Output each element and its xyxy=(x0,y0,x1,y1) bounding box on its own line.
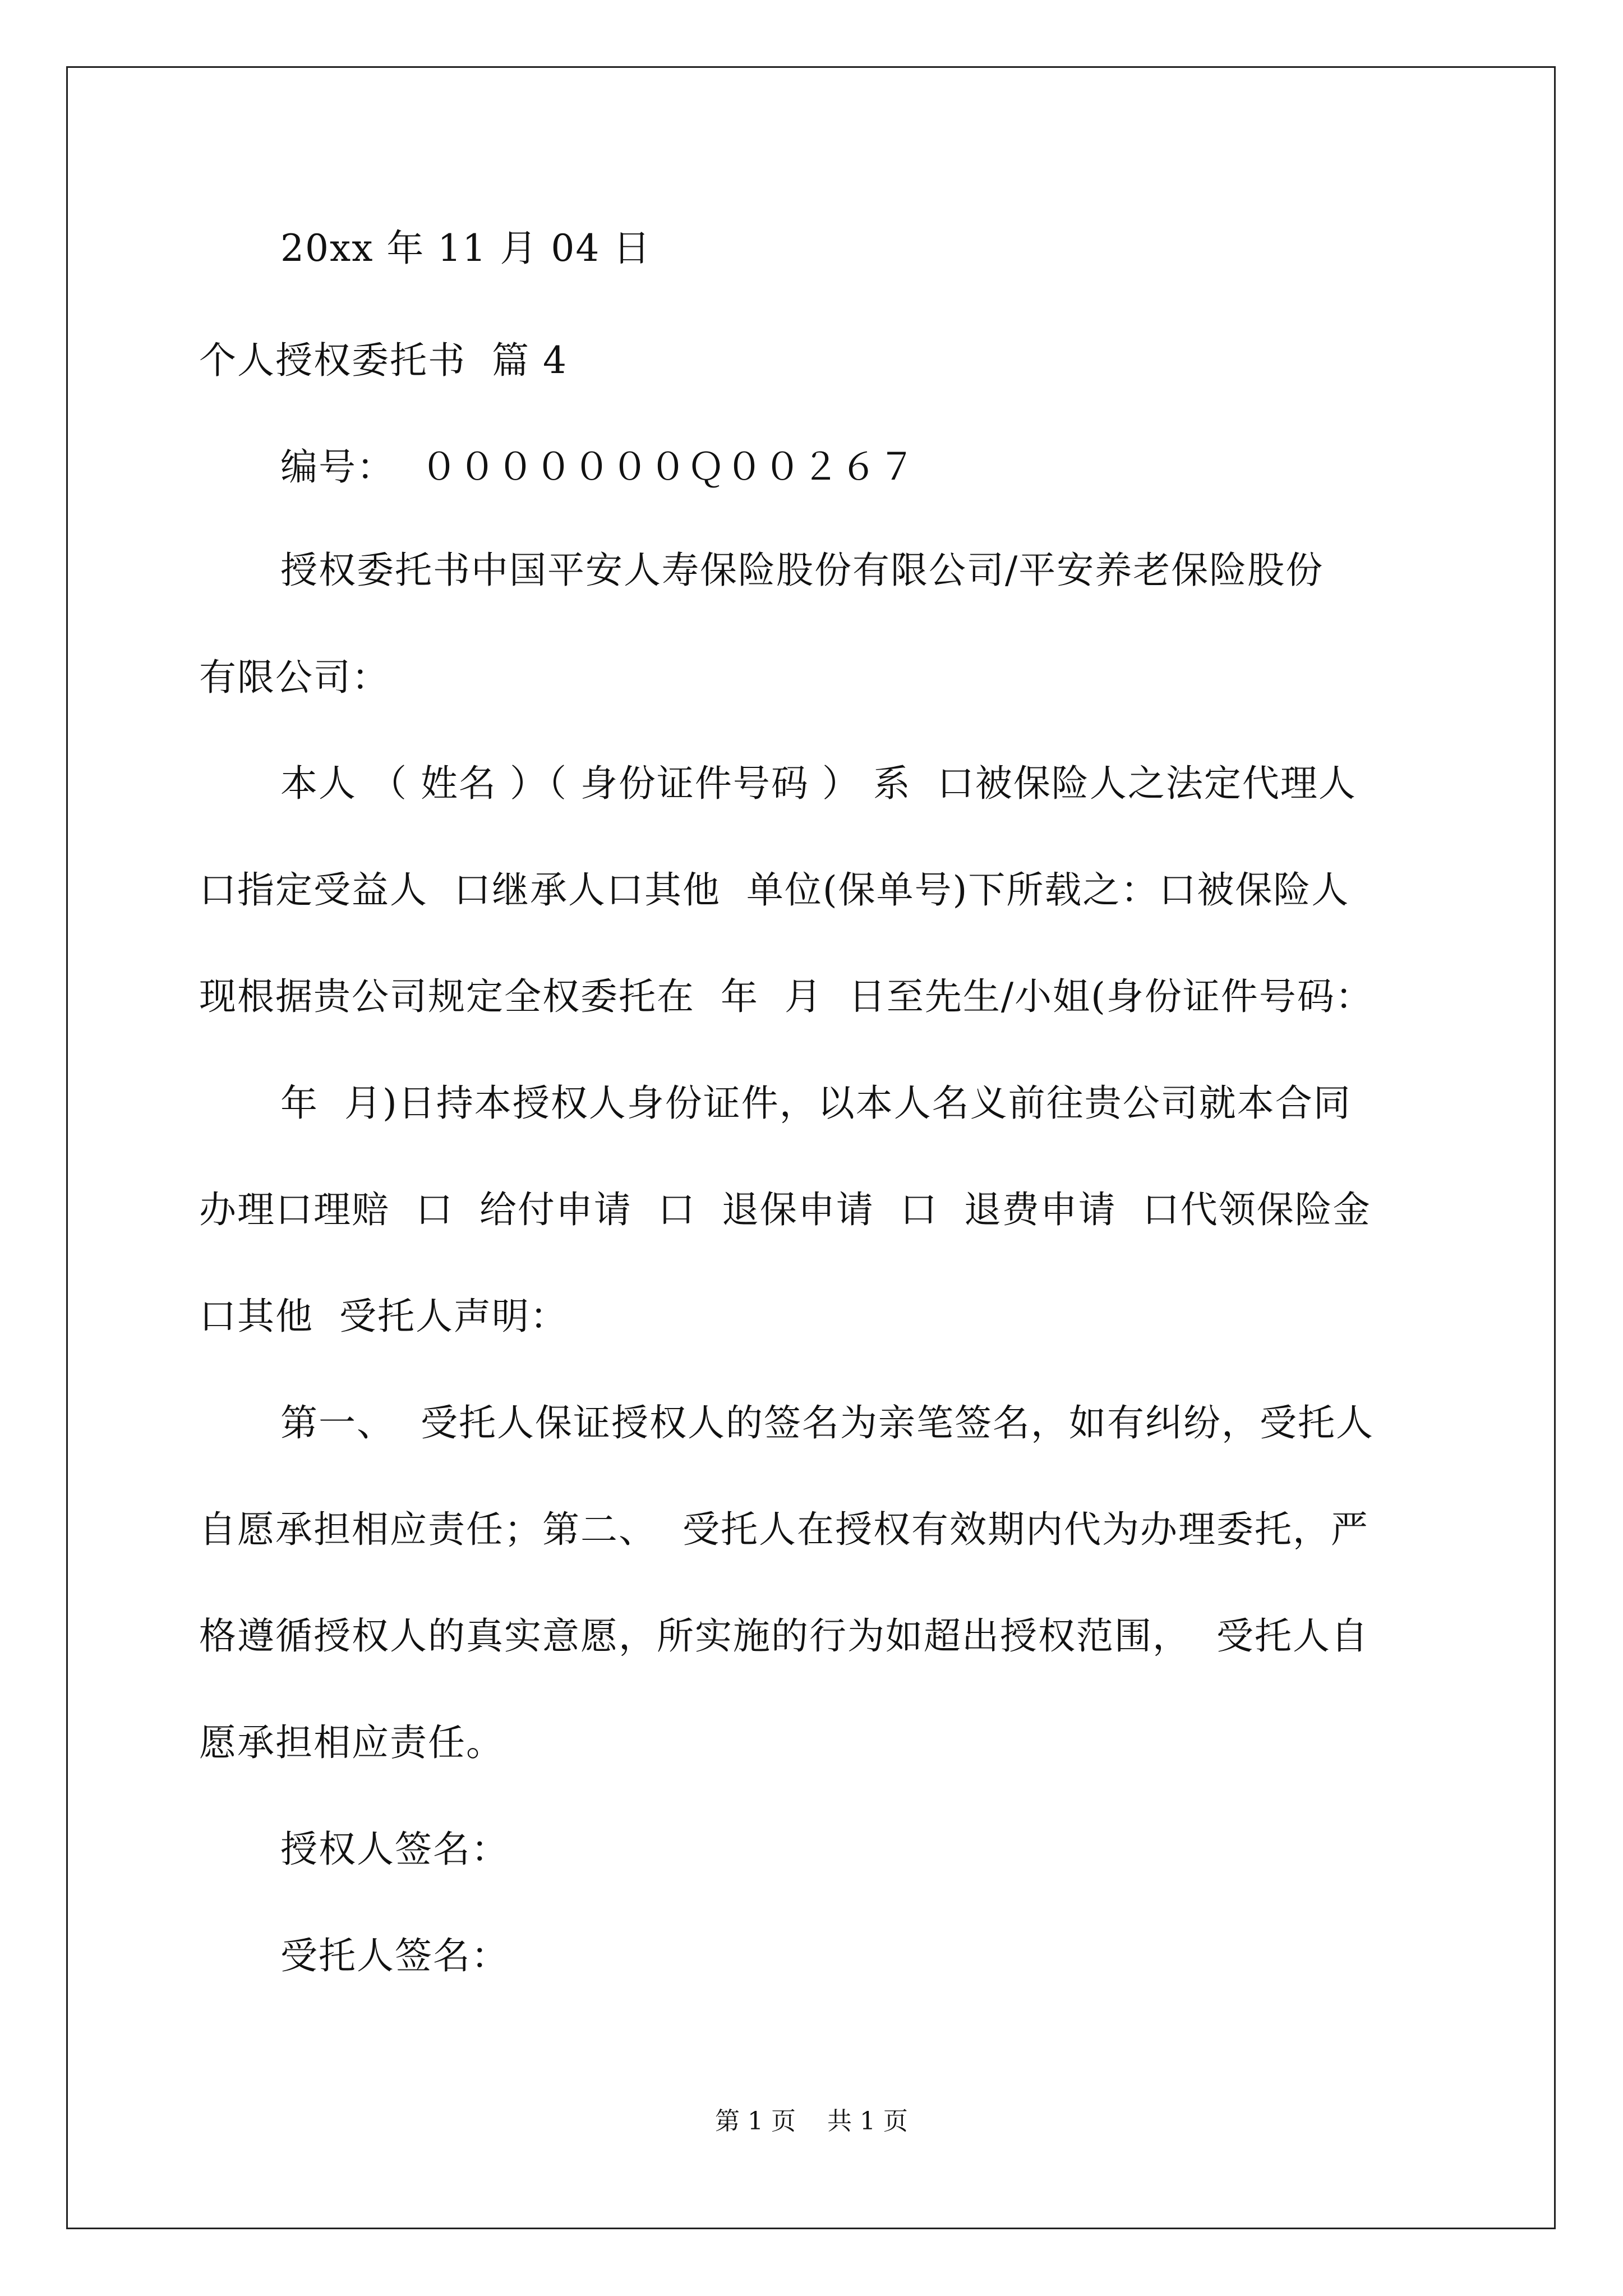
paragraph-2-line-1: 年 月)日持本授权人身份证件，以本人名义前往贵公司就本合同 xyxy=(280,1082,1352,1125)
paragraph-1-line-2: 口指定受益人 口继承人口其他 单位(保单号)下所载之：口被保险人 xyxy=(199,868,1350,912)
paragraph-3-line-2: 自愿承担相应责任；第二、 受托人在授权有效期内代为办理委托，严 xyxy=(199,1508,1369,1551)
paragraph-3-line-4: 愿承担相应责任。 xyxy=(199,1721,504,1764)
document-title: 个人授权委托书 篇 4 xyxy=(199,339,568,382)
paragraph-2-line-2: 办理口理赔 口 给付申请 口 退保申请 口 退费申请 口代领保险金 xyxy=(199,1188,1371,1231)
number-line: 编号： ０００００００Ｑ００２６７ xyxy=(280,445,916,489)
paragraph-1-line-3: 现根据贵公司规定全权委托在 年 月 日至先生/小姐(身份证件号码： xyxy=(199,975,1373,1018)
page-footer: 第 1 页 共 1 页 xyxy=(715,2107,908,2136)
page-border xyxy=(66,66,1556,2229)
paragraph-3-line-1: 第一、 受托人保证授权人的签名为亲笔签名，如有纠纷，受托人 xyxy=(280,1401,1374,1444)
date-line: 20xx 年 11 月 04 日 xyxy=(280,227,652,270)
addressee-line-1: 授权委托书中国平安人寿保险股份有限公司/平安养老保险股份 xyxy=(280,549,1324,592)
grantor-signature-label: 授权人签名： xyxy=(280,1828,509,1871)
paragraph-1-line-1: 本人 （ 姓名 ）（ 身份证件号码 ） 系 口被保险人之法定代理人 xyxy=(280,762,1357,805)
agent-signature-label: 受托人签名： xyxy=(280,1934,509,1977)
paragraph-2-line-3: 口其他 受托人声明： xyxy=(199,1295,568,1338)
paragraph-3-line-3: 格遵循授权人的真实意愿，所实施的行为如超出授权范围， 受托人自 xyxy=(199,1614,1369,1658)
addressee-line-2: 有限公司： xyxy=(199,656,390,699)
